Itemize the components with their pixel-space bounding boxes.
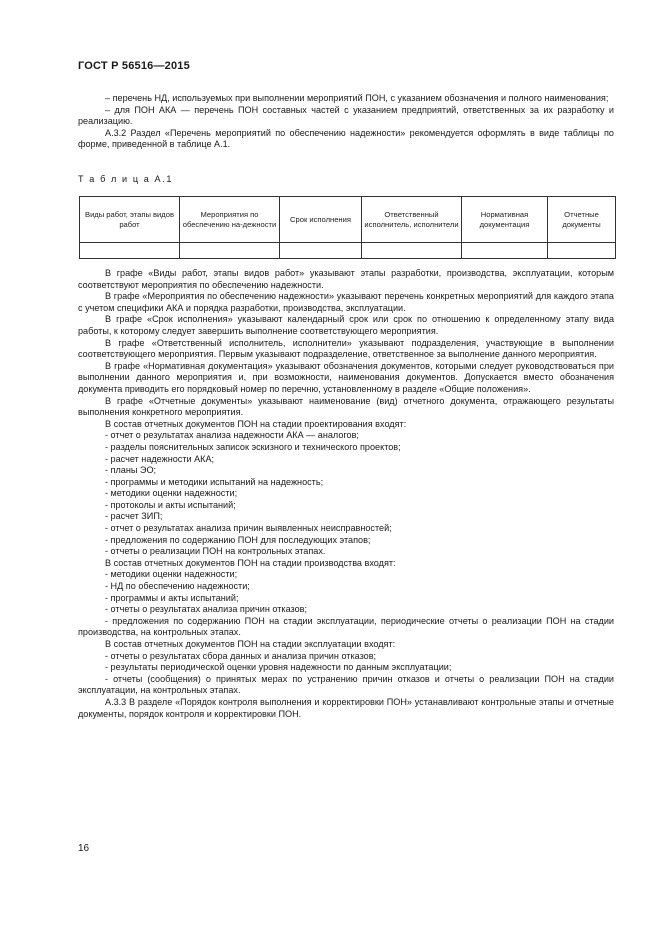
table-cell	[280, 243, 362, 259]
column-header: Виды работ, этапы видов работ	[80, 197, 180, 243]
list-item: - отчеты о результатах сбора данных и анализа причин отказов;	[105, 650, 377, 661]
paragraph: А.3.3 В разделе «Порядок контроля выполнения и корректировки ПОН» устанавливают контрольные этапы и отчетные документы, порядок контроля и корректировки ПОН.	[78, 696, 614, 719]
list-item: - отчеты (сообщения) о принятых мерах по устранению причин отказов и отчеты о реализации ПОН на стадии эксплуатации, на контрольных этапах.	[78, 673, 614, 696]
paragraph: В графе «Срок исполнения» указывают календарный срок или срок по отношению к определенному этапу вида работы, к которому следует завершить выполнение соответствующего мероприятия.	[78, 314, 614, 336]
column-header: Мероприятия по обеспечению на-дежности	[180, 197, 280, 243]
list-item: - предложения по содержанию ПОН для последующих этапов;	[105, 534, 371, 545]
paragraph: – для ПОН АКА — перечень ПОН составных частей с указанием предприятий, ответственных за их разработку и реализацию.	[78, 104, 614, 127]
list-item: - программы и акты испытаний;	[105, 592, 239, 603]
list-item: - НД по обеспечению надежности;	[105, 581, 250, 592]
list-item: - методики оценки надежности;	[105, 488, 238, 499]
table-row	[80, 243, 616, 259]
list-item: - результаты периодической оценки уровня надежности по данным эксплуатации;	[105, 662, 452, 673]
list-item: - протоколы и акты испытаний;	[105, 499, 236, 510]
standard-code: ГОСТ Р 56516—2015	[78, 60, 190, 72]
list-item: - отчеты о реализации ПОН на контрольных этапах.	[105, 546, 326, 557]
paragraph: – перечень НД, используемых при выполнении мероприятий ПОН, с указанием обозначения и полного наименования;	[105, 93, 609, 103]
body-text	[78, 268, 614, 720]
list-item: - отчет о результатах анализа причин выявленных неисправностей;	[105, 523, 392, 534]
table-cell	[462, 243, 548, 259]
list-item: - отчеты о результатах анализа причин отказов;	[105, 604, 308, 615]
list-item: - планы ЭО;	[105, 465, 157, 476]
paragraph: В графе «Ответственный исполнитель, исполнители» указывают подразделения, участвующие в выполнении соответствующего мероприятия. Первым указывают подразделение, ответственное за выполнение данного мероприятия.	[78, 337, 614, 360]
paragraph: В графе «Виды работ, этапы видов работ» указывают этапы разработки, производства, эксплуатации, которым соответствуют мероприятия по обеспечению надежности.	[78, 268, 614, 290]
table-title: Т а б л и ц а А.1	[78, 174, 174, 184]
intro-text	[78, 93, 614, 151]
list-item: - разделы пояснительных записок эскизного и технического проектов;	[105, 441, 401, 452]
table-cell	[80, 243, 180, 259]
reliability-table	[79, 196, 615, 259]
table-header-row	[80, 197, 616, 243]
paragraph: В графе «Отчетные документы» указывают наименование (вид) отчетного документа, отражающего результаты выполнения конкретного мероприятия.	[78, 395, 614, 418]
list-item: - отчет о результатах анализа надежности АКА — аналогов;	[105, 430, 359, 441]
paragraph: В состав отчетных документов ПОН на стадии эксплуатации входят:	[105, 639, 396, 649]
list-item: - методики оценки надежности;	[105, 569, 238, 580]
table-cell	[180, 243, 280, 259]
table-cell	[548, 243, 616, 259]
paragraph: В состав отчетных документов ПОН на стадии проектирования входят:	[105, 418, 407, 429]
column-header: Ответственный исполнитель, исполнители	[362, 197, 462, 243]
paragraph: В состав отчетных документов ПОН на стадии производства входят:	[105, 557, 396, 568]
paragraph: В графе «Мероприятия по обеспечению надежности» указывают перечень конкретных мероприятий для каждого этапа с учетом специфики АКА и порядка разработки, производства, эксплуатации.	[78, 291, 614, 313]
list-item: - расчет надежности АКА;	[105, 453, 215, 464]
list-item: - предложения по содержанию ПОН на стадии эксплуатации, периодические отчеты о реализации ПОН на стадии производства, на контрольных этапах.	[78, 615, 614, 638]
list-item: - программы и методики испытаний на надежность;	[105, 476, 324, 487]
column-header: Срок исполнения	[280, 197, 362, 243]
column-header: Нормативная документация	[462, 197, 548, 243]
page-number: 16	[78, 843, 90, 854]
list-item: - расчет ЗИП;	[105, 511, 163, 522]
paragraph: А.3.2 Раздел «Перечень мероприятий по обеспечению надежности» рекомендуется оформлять в виде таблицы по форме, приведенной в таблице А.1.	[78, 127, 614, 150]
paragraph: В графе «Нормативная документация» указывают обозначения документов, которыми следует руководствоваться при выполнении данного мероприятия и, при возможности, наименования документов. Допускается вместо обозначения документа приводить его порядковый номер по перечню, установленному в разделе «Общие положения».	[78, 360, 614, 394]
column-header: Отчетные документы	[548, 197, 616, 243]
table-cell	[362, 243, 462, 259]
